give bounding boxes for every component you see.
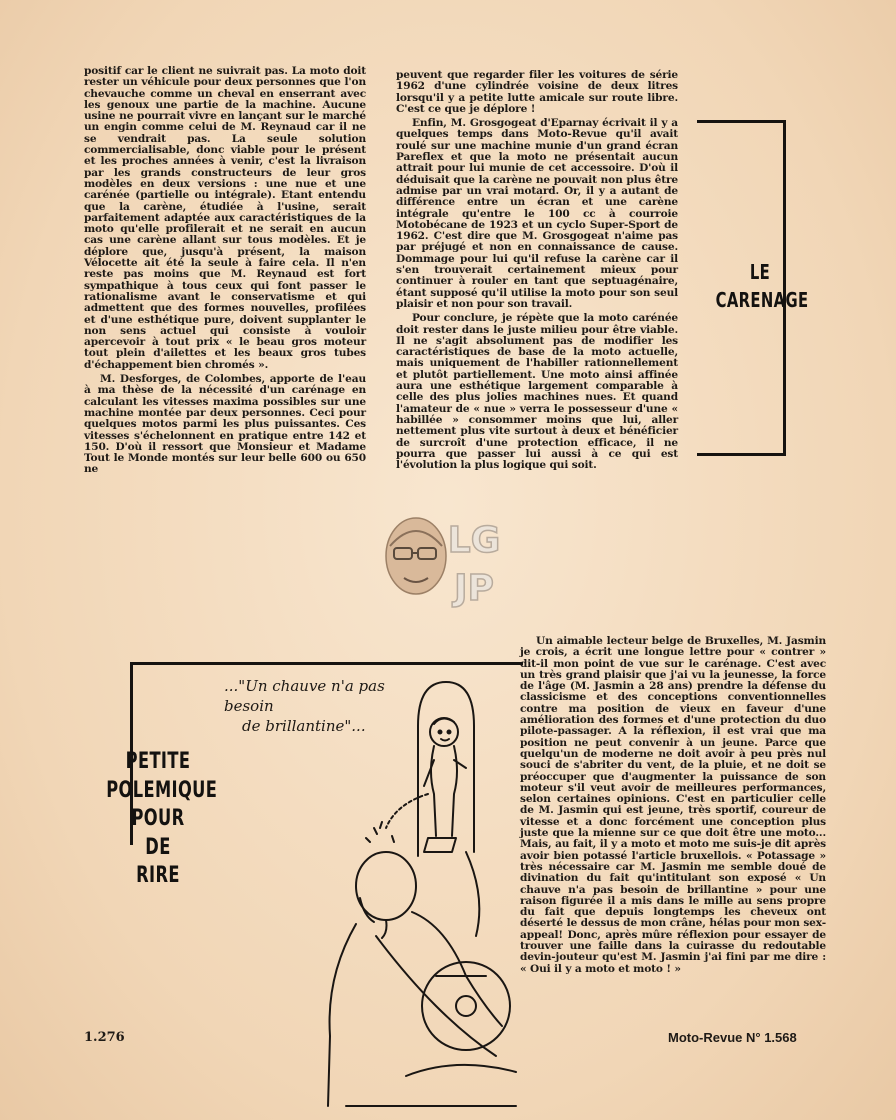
heading-line: DE: [145, 834, 171, 860]
watermark-text-jp: JP: [454, 568, 494, 609]
caption-line: de brillantine"...: [242, 717, 366, 735]
watermark-text-lg: LG: [447, 520, 501, 561]
magazine-issue: Moto-Revue N° 1.568: [668, 1030, 797, 1045]
heading-line: RIRE: [136, 863, 180, 888]
article-column-right: [520, 636, 826, 978]
paragraph: Un aimable lecteur belge de Bruxelles, M. Jasmin je crois, a écrit une longue lettre pour « contrer » dit-il mon point de vue sur le carénage. C'est avec un très grand plaisir que j'ai vu la jeunesse, la force de l'âge (M. Jasmin a 28 ans) prendre la défense du classicisme et des conceptions conventionnelles contre ma position de vieux en faveur d'une amélioration des formes et d'une protection du duo pilote-passager. A la réflexion, il est vrai que ma position ne peut convenir à un jeune. Parce que quelqu'un de moderne ne doit avoir à peu près nul souci de s'abriter du vent, de la pluie, et ne doit se préoccuper que d'augmenter la puissance de son moteur s'il veut avoir de meilleures performances, selon certaines opinions. C'est en particulier celle de M. Jasmin qui est jeune, très sportif, coureur de vitesse et a donc forcément une conception plus juste que la mienne sur ce que doit être une moto... Mais, au fait, il y a moto et moto me suis-je dit après avoir bien potassé l'article bruxellois. « Potassage » très nécessaire car M. Jasmin me semble doué de divination du fait qu'intitulant son exposé « Un chauve n'a pas besoin de brillantine » pour une raison figurée il a mis dans le mille au sens propre du fait que depuis longtemps les cheveux ont déserté le dessus de mon crâne, hélas pour mon sex-appeal! Donc, après mûre réflexion pour essayer de trouver une faille dans la cuirasse du redoutable devin-jouteur qu'est M. Jasmin j'ai fini par me dire : « Oui il y a moto et moto ! »: [520, 635, 826, 975]
heading-line: CARENAGE: [715, 288, 809, 312]
caption-line: ..."Un chauve n'a pas besoin: [224, 677, 385, 715]
heading-line: POLEMIQUE: [106, 777, 218, 803]
lgjp-watermark-logo: [376, 506, 516, 616]
page-number: 1.276: [84, 1030, 125, 1045]
heading-line: LE: [749, 260, 771, 284]
cartoon-caption: [224, 676, 424, 736]
paragraph: peuvent que regarder filer les voitures de série 1962 d'une cylindrée voisine de deux litres lorsqu'il y a petite lutte amicale sur route libre. C'est ce que je déplore !: [396, 69, 678, 115]
section-heading-polemique: [106, 748, 218, 891]
paragraph: positif car le client ne suivrait pas. La moto doit rester un véhicule pour deux personnes que l'on chevauche comme un cheval en enserrant avec les genoux une partie de la machine. Aucune usine ne pourrait vivre en lançant sur le marché un engin comme celui de M. Reynaud car il ne se vendrait pas. La seule solution commercialisable, donc viable pour le présent et les proches années à venir, c'est la livraison par les grands constructeurs de leur gros modèles en deux versions : une nue et une carénée (partielle ou intégrale). Etant entendu que la carène, étudiée à l'usine, serait parfaitement adaptée aux caractéristiques de la moto qu'elle profilerait et ne serait en aucun cas une carène allant sur tous modèles. Et je déplore que, jusqu'à présent, la maison Vélocette ait été la seule à faire cela. Il n'en reste pas moins que M. Reynaud est fort sympathique à tous ceux qui font passer le rationalisme avant le conservatisme et qui admettent que des formes nouvelles, profilées et d'une esthétique pure, doivent supplanter le non sens actuel qui consiste à vouloir apercevoir à tout prix « le beau gros moteur tout plein d'ailettes et les beaux gros tubes d'échappement bien chromés ».: [84, 65, 366, 371]
paragraph: M. Desforges, de Colombes, apporte de l'eau à ma thèse de la nécessité d'un carénage en calculant les vitesses maxima possibles sur une machine montée par deux personnes. Ceci pour quelques motos parmi les plus puissantes. Ces vitesses s'échelonnent en pratique entre 142 et 150. D'où il ressort que Monsieur et Madame Tout le Monde montés sur leur belle 600 ou 650 ne: [84, 373, 366, 476]
article-column-middle: [396, 70, 678, 474]
paragraph: Pour conclure, je répète que la moto carénée doit rester dans le juste milieu pour être viable. Il ne s'agit absolument pas de modifier les caractéristiques de base de la moto actuelle, mais uniquement de l'habiller rationnellement et plutôt partiellement. Une moto ainsi affinée aura une esthétique largement comparable à celle des plus jolies machines nues. Et quand l'amateur de « nue » verra le possesseur d'une « habillée » consommer moins que lui, aller nettement plus vite surtout à deux et bénéficier de surcroît d'une protection efficace, il ne pourra que passer lui aussi à ce qui est l'évolution la plus logique qui soit.: [396, 312, 678, 472]
cartoon-illustration: [316, 676, 526, 1116]
heading-line: POUR: [131, 806, 185, 831]
article-column-left: [84, 66, 366, 479]
heading-line: PETITE: [125, 749, 191, 774]
section-heading-carenage: [715, 258, 809, 314]
paragraph: Enfin, M. Grosgogeat d'Eparnay écrivait il y a quelques temps dans Moto-Revue qu'il avait roulé sur une machine munie d'un grand écran Pareflex et que la moto ne présentait aucun attrait pour lui munie de cet accessoire. D'où il déduisait que la carène ne pouvait non plus être admise par un vrai motard. Or, il y a autant de différence entre un écran et une carène intégrale qu'entre le 100 cc à courroie Motobécane de 1923 et un cyclo Super-Sport de 1962. C'est dire que M. Grosgogeat n'aime pas par préjugé et non en connaissance de cause. Dommage pour lui qu'il refuse la carène car il s'en trouverait certainement mieux pour continuer à rouler en tant que septuagénaire, étant supposé qu'il utilise la moto pour son seul plaisir et non pour son travail.: [396, 117, 678, 310]
